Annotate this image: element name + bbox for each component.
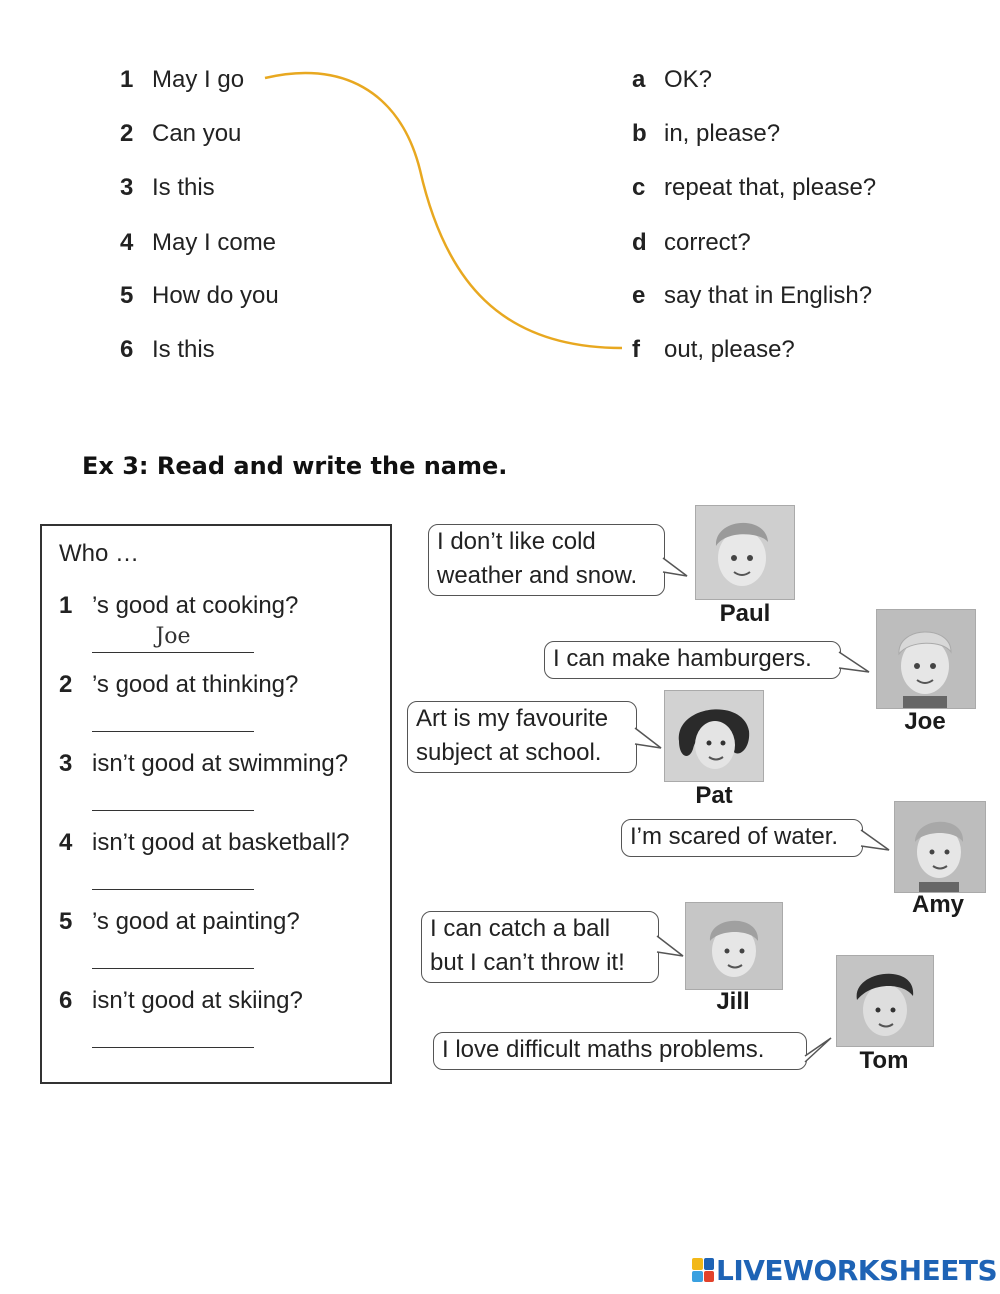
answer-line (92, 968, 254, 969)
speech-bubble-jill (421, 911, 659, 983)
boy-curly-hair-portrait (695, 505, 795, 600)
speech-tail (861, 826, 893, 854)
match-right-letter: a (632, 66, 646, 93)
match-left-text: May I come (152, 229, 277, 256)
speech-tail (635, 726, 665, 752)
questions-box (40, 524, 392, 1084)
speech-line: I’m scared of water. (630, 823, 839, 850)
match-left-number: 5 (120, 282, 134, 309)
girl-ponytail-portrait (894, 801, 986, 893)
speech-line: I love difficult maths problems. (442, 1036, 765, 1063)
question-text: isn’t good at swimming? (92, 750, 349, 777)
speech-bubble-joe (544, 641, 841, 679)
match-right-letter: c (632, 174, 646, 201)
match-left-number: 4 (120, 229, 134, 256)
speech-tail (663, 556, 691, 580)
match-right-letter: f (632, 336, 640, 363)
question-text: isn’t good at skiing? (92, 987, 303, 1014)
match-left-number: 2 (120, 120, 134, 147)
speech-line: I can catch a ball (430, 915, 611, 942)
match-left-number: 6 (120, 336, 134, 363)
speech-bubble-pat (407, 701, 637, 773)
boy-dark-hair-portrait (836, 955, 934, 1047)
question-number: 4 (59, 829, 73, 856)
match-right-letter: b (632, 120, 647, 147)
match-right-text: correct? (664, 229, 751, 256)
liveworksheets-brand[interactable] (692, 1254, 997, 1286)
match-left-text: Is this (152, 336, 215, 363)
speech-line: subject at school. (416, 739, 602, 766)
match-left-text: How do you (152, 282, 279, 309)
question-number: 5 (59, 908, 73, 935)
question-number: 1 (59, 592, 73, 619)
speech-line: I don’t like cold (437, 528, 596, 555)
character-name-pat: Pat (695, 782, 733, 809)
match-left-text: Can you (152, 120, 242, 147)
girl-ponytail-portrait (685, 902, 783, 990)
character-name-tom: Tom (859, 1047, 909, 1074)
answer-line (92, 1047, 254, 1048)
speech-line: weather and snow. (437, 562, 638, 589)
speech-bubble-tom (433, 1032, 807, 1070)
character-name-paul: Paul (719, 600, 771, 627)
speech-line: but I can’t throw it! (430, 949, 625, 976)
answer-line (92, 731, 254, 732)
match-right-text: out, please? (664, 336, 795, 363)
match-left-number: 3 (120, 174, 134, 201)
answer-line (92, 652, 254, 653)
speech-bubble-paul (428, 524, 665, 596)
match-right-text: say that in English? (664, 282, 873, 309)
match-right-text: OK? (664, 66, 713, 93)
match-left-number: 1 (120, 66, 134, 93)
speech-tail (839, 648, 873, 676)
character-name-joe: Joe (904, 708, 946, 735)
speech-bubble-amy (621, 819, 863, 857)
speech-line: Art is my favourite (416, 705, 609, 732)
match-right-text: in, please? (664, 120, 781, 147)
answer-line (92, 889, 254, 890)
question-text: ’s good at painting? (92, 908, 300, 935)
match-right-letter: d (632, 229, 647, 256)
example-match-line (0, 0, 1000, 420)
character-name-amy: Amy (911, 891, 965, 918)
match-right-text: repeat that, please? (664, 174, 877, 201)
speech-line: I can make hamburgers. (553, 645, 812, 672)
questions-prompt: Who … (59, 540, 140, 567)
character-name-jill: Jill (716, 988, 750, 1015)
brand-text: LIVEWORKSHEETS (716, 1253, 998, 1287)
match-left-text: Is this (152, 174, 215, 201)
boy-blond-portrait (876, 609, 976, 709)
answer-line (92, 810, 254, 811)
speech-tail (805, 1036, 835, 1064)
liveworksheets-logo-icon (692, 1258, 714, 1282)
match-right-letter: e (632, 282, 646, 309)
answer-field[interactable]: Joe (155, 624, 191, 649)
exercise-title: Ex 3: Read and write the name. (82, 452, 508, 480)
question-number: 2 (59, 671, 73, 698)
question-number: 6 (59, 987, 73, 1014)
girl-dark-hair-portrait (664, 690, 764, 782)
question-text: ’s good at cooking? (92, 592, 299, 619)
match-left-text: May I go (152, 66, 245, 93)
speech-tail (657, 934, 687, 960)
question-number: 3 (59, 750, 73, 777)
question-text: isn’t good at basketball? (92, 829, 350, 856)
question-text: ’s good at thinking? (92, 671, 299, 698)
